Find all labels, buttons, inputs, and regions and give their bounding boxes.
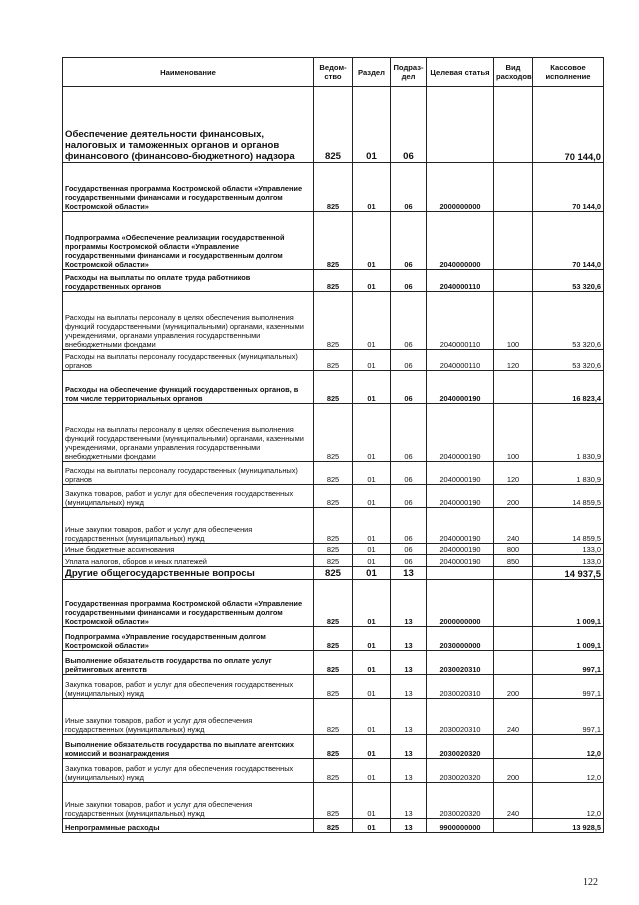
row-razdel: 01 bbox=[353, 350, 391, 371]
row-razdel: 01 bbox=[353, 292, 391, 350]
row-razdel: 01 bbox=[353, 783, 391, 819]
row-podrazdel: 06 bbox=[391, 371, 427, 404]
row-name: Закупка товаров, работ и услуг для обеспечения государственных (муниципальных) нужд bbox=[63, 485, 314, 508]
row-vedomstvo: 825 bbox=[314, 270, 353, 292]
row-vid-rashodov: 200 bbox=[494, 485, 533, 508]
row-name: Выполнение обязательств государства по оплате услуг рейтинговых агентств bbox=[63, 651, 314, 675]
table-row bbox=[63, 163, 604, 212]
row-razdel: 01 bbox=[353, 87, 391, 163]
row-vedomstvo: 825 bbox=[314, 87, 353, 163]
row-vid-rashodov bbox=[494, 627, 533, 651]
table-row bbox=[63, 627, 604, 651]
row-podrazdel: 13 bbox=[391, 783, 427, 819]
row-podrazdel: 06 bbox=[391, 508, 427, 544]
table-row bbox=[63, 485, 604, 508]
row-amount: 1 009,1 bbox=[533, 627, 604, 651]
row-vid-rashodov: 240 bbox=[494, 508, 533, 544]
row-vedomstvo: 825 bbox=[314, 783, 353, 819]
row-vid-rashodov bbox=[494, 371, 533, 404]
row-vedomstvo: 825 bbox=[314, 567, 353, 580]
header-podrazdel: Подраз-дел bbox=[391, 58, 427, 87]
row-name: Расходы на выплаты персоналу в целях обеспечения выполнения функций государственными (муниципальными) органами, казенными учреждениями, органами управления государственными внебюджетными фондами bbox=[63, 404, 314, 462]
row-razdel: 01 bbox=[353, 462, 391, 485]
table-row bbox=[63, 580, 604, 627]
table-row bbox=[63, 675, 604, 699]
row-celevaya-statya: 2000000000 bbox=[427, 163, 494, 212]
row-podrazdel: 06 bbox=[391, 87, 427, 163]
row-razdel: 01 bbox=[353, 270, 391, 292]
row-amount: 70 144,0 bbox=[533, 163, 604, 212]
row-celevaya-statya bbox=[427, 87, 494, 163]
header-vedomstvo: Ведом-ство bbox=[314, 58, 353, 87]
row-vedomstvo: 825 bbox=[314, 371, 353, 404]
row-name: Расходы на выплаты персоналу государственных (муниципальных) органов bbox=[63, 350, 314, 371]
row-name: Выполнение обязательств государства по выплате агентских комиссий и вознаграждения bbox=[63, 735, 314, 759]
row-vid-rashodov bbox=[494, 270, 533, 292]
row-celevaya-statya: 2040000190 bbox=[427, 485, 494, 508]
table-row bbox=[63, 350, 604, 371]
row-razdel: 01 bbox=[353, 212, 391, 270]
row-vedomstvo: 825 bbox=[314, 580, 353, 627]
row-vid-rashodov: 100 bbox=[494, 292, 533, 350]
row-celevaya-statya: 2040000190 bbox=[427, 544, 494, 555]
table-row bbox=[63, 567, 604, 580]
row-celevaya-statya: 2040000110 bbox=[427, 270, 494, 292]
row-razdel: 01 bbox=[353, 163, 391, 212]
row-amount: 12,0 bbox=[533, 783, 604, 819]
header-razdel: Раздел bbox=[353, 58, 391, 87]
row-vid-rashodov bbox=[494, 580, 533, 627]
header-kassovoe-ispolnenie: Кассовое исполнение bbox=[533, 58, 604, 87]
row-razdel: 01 bbox=[353, 485, 391, 508]
row-podrazdel: 06 bbox=[391, 350, 427, 371]
budget-execution-table bbox=[62, 57, 604, 833]
row-vid-rashodov: 240 bbox=[494, 783, 533, 819]
table-row bbox=[63, 462, 604, 485]
row-vid-rashodov: 120 bbox=[494, 462, 533, 485]
row-celevaya-statya: 2000000000 bbox=[427, 580, 494, 627]
row-podrazdel: 13 bbox=[391, 735, 427, 759]
row-name: Уплата налогов, сборов и иных платежей bbox=[63, 555, 314, 567]
row-vedomstvo: 825 bbox=[314, 485, 353, 508]
table-body bbox=[63, 87, 604, 833]
row-celevaya-statya bbox=[427, 567, 494, 580]
row-name: Другие общегосударственные вопросы bbox=[63, 567, 314, 580]
header-vid-rashodov: Вид расходов bbox=[494, 58, 533, 87]
row-name: Государственная программа Костромской области «Управление государственными финансами и государственным долгом Костромской области» bbox=[63, 580, 314, 627]
row-name: Обеспечение деятельности финансовых, налоговых и таможенных органов и органов финансового (финансово-бюджетного) надзора bbox=[63, 87, 314, 163]
table-row bbox=[63, 651, 604, 675]
row-amount: 70 144,0 bbox=[533, 87, 604, 163]
row-name: Иные закупки товаров, работ и услуг для обеспечения государственных (муниципальных) нужд bbox=[63, 699, 314, 735]
table-row bbox=[63, 544, 604, 555]
table-row bbox=[63, 555, 604, 567]
row-vid-rashodov bbox=[494, 212, 533, 270]
row-podrazdel: 13 bbox=[391, 567, 427, 580]
row-amount: 16 823,4 bbox=[533, 371, 604, 404]
table-header-row bbox=[63, 58, 604, 87]
row-amount: 997,1 bbox=[533, 651, 604, 675]
row-celevaya-statya: 2040000000 bbox=[427, 212, 494, 270]
row-vid-rashodov: 800 bbox=[494, 544, 533, 555]
row-celevaya-statya: 2040000190 bbox=[427, 404, 494, 462]
table-row bbox=[63, 783, 604, 819]
row-amount: 997,1 bbox=[533, 675, 604, 699]
table-row bbox=[63, 270, 604, 292]
table-row bbox=[63, 699, 604, 735]
row-razdel: 01 bbox=[353, 544, 391, 555]
row-celevaya-statya: 2040000190 bbox=[427, 462, 494, 485]
row-vedomstvo: 825 bbox=[314, 508, 353, 544]
row-razdel: 01 bbox=[353, 759, 391, 783]
row-vedomstvo: 825 bbox=[314, 212, 353, 270]
row-vedomstvo: 825 bbox=[314, 819, 353, 833]
row-amount: 12,0 bbox=[533, 759, 604, 783]
row-name: Государственная программа Костромской области «Управление государственными финансами и государственным долгом Костромской области» bbox=[63, 163, 314, 212]
row-podrazdel: 06 bbox=[391, 212, 427, 270]
row-podrazdel: 13 bbox=[391, 675, 427, 699]
row-razdel: 01 bbox=[353, 508, 391, 544]
row-name: Закупка товаров, работ и услуг для обеспечения государственных (муниципальных) нужд bbox=[63, 759, 314, 783]
row-podrazdel: 13 bbox=[391, 759, 427, 783]
row-vid-rashodov bbox=[494, 567, 533, 580]
row-vedomstvo: 825 bbox=[314, 404, 353, 462]
row-name: Расходы на выплаты персоналу государственных (муниципальных) органов bbox=[63, 462, 314, 485]
row-vid-rashodov: 120 bbox=[494, 350, 533, 371]
row-razdel: 01 bbox=[353, 735, 391, 759]
row-amount: 14 859,5 bbox=[533, 508, 604, 544]
row-vedomstvo: 825 bbox=[314, 292, 353, 350]
row-vid-rashodov bbox=[494, 163, 533, 212]
row-podrazdel: 13 bbox=[391, 819, 427, 833]
row-amount: 53 320,6 bbox=[533, 350, 604, 371]
row-vedomstvo: 825 bbox=[314, 627, 353, 651]
row-celevaya-statya: 2040000110 bbox=[427, 350, 494, 371]
row-podrazdel: 13 bbox=[391, 580, 427, 627]
table-row bbox=[63, 735, 604, 759]
row-podrazdel: 06 bbox=[391, 292, 427, 350]
row-vedomstvo: 825 bbox=[314, 651, 353, 675]
row-amount: 14 859,5 bbox=[533, 485, 604, 508]
row-vedomstvo: 825 bbox=[314, 759, 353, 783]
row-vid-rashodov: 850 bbox=[494, 555, 533, 567]
table-row bbox=[63, 404, 604, 462]
row-vid-rashodov: 200 bbox=[494, 759, 533, 783]
table-row bbox=[63, 371, 604, 404]
header-name: Наименование bbox=[63, 58, 314, 87]
row-podrazdel: 13 bbox=[391, 699, 427, 735]
table-row bbox=[63, 87, 604, 163]
row-celevaya-statya: 2040000190 bbox=[427, 508, 494, 544]
row-vedomstvo: 825 bbox=[314, 699, 353, 735]
row-name: Иные закупки товаров, работ и услуг для обеспечения государственных (муниципальных) нужд bbox=[63, 783, 314, 819]
row-podrazdel: 06 bbox=[391, 163, 427, 212]
row-celevaya-statya: 2030000000 bbox=[427, 627, 494, 651]
row-amount: 53 320,6 bbox=[533, 292, 604, 350]
row-celevaya-statya: 2030020310 bbox=[427, 651, 494, 675]
row-podrazdel: 13 bbox=[391, 651, 427, 675]
row-razdel: 01 bbox=[353, 555, 391, 567]
row-celevaya-statya: 2030020320 bbox=[427, 735, 494, 759]
table-row bbox=[63, 819, 604, 833]
row-celevaya-statya: 2040000190 bbox=[427, 555, 494, 567]
row-podrazdel: 06 bbox=[391, 485, 427, 508]
row-razdel: 01 bbox=[353, 404, 391, 462]
row-vedomstvo: 825 bbox=[314, 735, 353, 759]
table-row bbox=[63, 759, 604, 783]
row-vedomstvo: 825 bbox=[314, 462, 353, 485]
row-name: Иные бюджетные ассигнования bbox=[63, 544, 314, 555]
row-razdel: 01 bbox=[353, 675, 391, 699]
row-vedomstvo: 825 bbox=[314, 163, 353, 212]
row-vid-rashodov: 240 bbox=[494, 699, 533, 735]
row-vedomstvo: 825 bbox=[314, 555, 353, 567]
row-celevaya-statya: 2030020320 bbox=[427, 759, 494, 783]
row-amount: 13 928,5 bbox=[533, 819, 604, 833]
row-name: Подпрограмма «Управление государственным долгом Костромской области» bbox=[63, 627, 314, 651]
row-celevaya-statya: 9900000000 bbox=[427, 819, 494, 833]
row-amount: 53 320,6 bbox=[533, 270, 604, 292]
row-razdel: 01 bbox=[353, 819, 391, 833]
row-vedomstvo: 825 bbox=[314, 544, 353, 555]
row-amount: 133,0 bbox=[533, 544, 604, 555]
row-vid-rashodov bbox=[494, 819, 533, 833]
table-row bbox=[63, 212, 604, 270]
row-podrazdel: 06 bbox=[391, 462, 427, 485]
row-podrazdel: 06 bbox=[391, 270, 427, 292]
row-amount: 997,1 bbox=[533, 699, 604, 735]
row-name: Подпрограмма «Обеспечение реализации государственной программы Костромской области «Управление государственными финансами и государственным долгом Костромской области» bbox=[63, 212, 314, 270]
row-amount: 70 144,0 bbox=[533, 212, 604, 270]
row-vid-rashodov bbox=[494, 651, 533, 675]
row-razdel: 01 bbox=[353, 580, 391, 627]
row-celevaya-statya: 2040000110 bbox=[427, 292, 494, 350]
row-razdel: 01 bbox=[353, 651, 391, 675]
row-podrazdel: 06 bbox=[391, 404, 427, 462]
row-celevaya-statya: 2030020310 bbox=[427, 699, 494, 735]
row-vid-rashodov: 100 bbox=[494, 404, 533, 462]
row-name: Расходы на обеспечение функций государственных органов, в том числе территориальных органов bbox=[63, 371, 314, 404]
row-vid-rashodov: 200 bbox=[494, 675, 533, 699]
row-razdel: 01 bbox=[353, 627, 391, 651]
row-celevaya-statya: 2030020320 bbox=[427, 783, 494, 819]
row-celevaya-statya: 2040000190 bbox=[427, 371, 494, 404]
row-amount: 1 830,9 bbox=[533, 462, 604, 485]
row-vid-rashodov bbox=[494, 87, 533, 163]
row-name: Закупка товаров, работ и услуг для обеспечения государственных (муниципальных) нужд bbox=[63, 675, 314, 699]
row-razdel: 01 bbox=[353, 567, 391, 580]
row-podrazdel: 06 bbox=[391, 555, 427, 567]
row-name: Расходы на выплаты персоналу в целях обеспечения выполнения функций государственными (муниципальными) органами, казенными учреждениями, органами управления государственными внебюджетными фондами bbox=[63, 292, 314, 350]
row-name: Иные закупки товаров, работ и услуг для обеспечения государственных (муниципальных) нужд bbox=[63, 508, 314, 544]
row-razdel: 01 bbox=[353, 371, 391, 404]
row-amount: 1 009,1 bbox=[533, 580, 604, 627]
table-row bbox=[63, 292, 604, 350]
row-amount: 1 830,9 bbox=[533, 404, 604, 462]
row-amount: 12,0 bbox=[533, 735, 604, 759]
row-name: Непрограммные расходы bbox=[63, 819, 314, 833]
table-row bbox=[63, 508, 604, 544]
row-podrazdel: 13 bbox=[391, 627, 427, 651]
header-celevaya-statya: Целевая статья bbox=[427, 58, 494, 87]
row-amount: 133,0 bbox=[533, 555, 604, 567]
row-razdel: 01 bbox=[353, 699, 391, 735]
row-celevaya-statya: 2030020310 bbox=[427, 675, 494, 699]
row-amount: 14 937,5 bbox=[533, 567, 604, 580]
row-vedomstvo: 825 bbox=[314, 675, 353, 699]
row-podrazdel: 06 bbox=[391, 544, 427, 555]
row-vedomstvo: 825 bbox=[314, 350, 353, 371]
row-vid-rashodov bbox=[494, 735, 533, 759]
page-number: 122 bbox=[583, 877, 598, 888]
row-name: Расходы на выплаты по оплате труда работников государственных органов bbox=[63, 270, 314, 292]
